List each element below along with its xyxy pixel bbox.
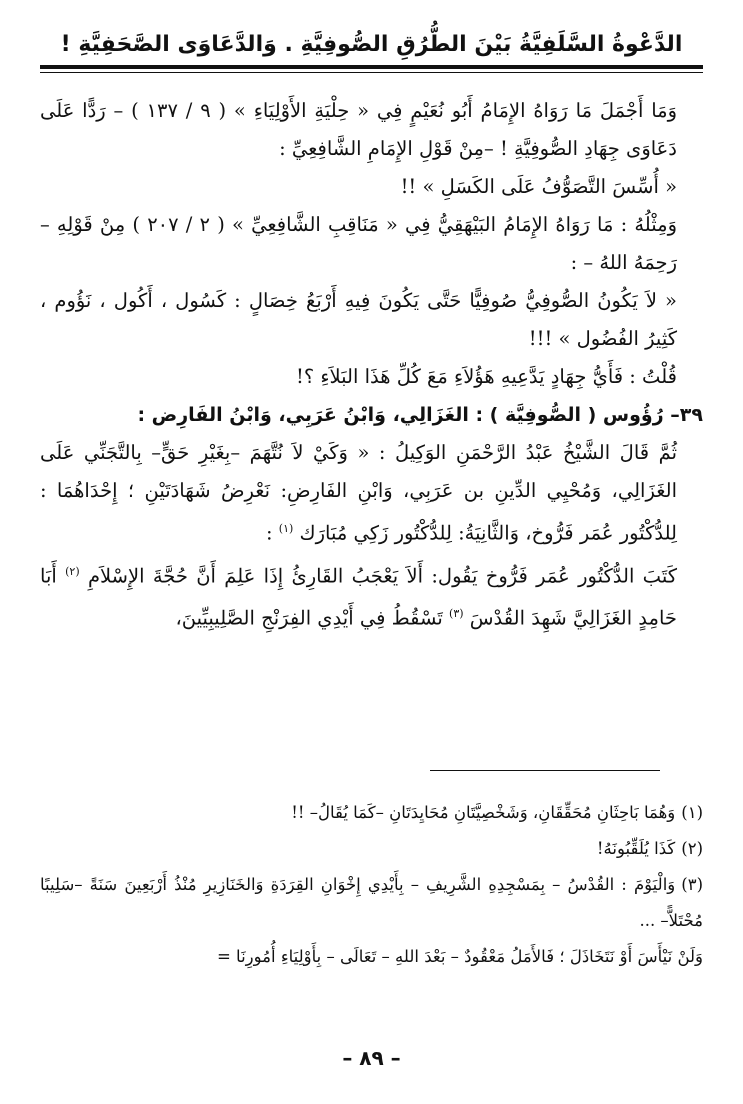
paragraph-5: قُلْتُ : فَأَيُّ جِهَادٍ يَدَّعِيهِ هَؤُلاَءِ مَعَ كُلِّ هَذَا البَلاَءِ ؟! (295, 365, 677, 388)
paragraph-6: ثُمَّ قَالَ الشَّيْخُ عَبْدُ الرَّحْمَنِ الوَكِيلُ : « وَكَيْ لاَ نُتَّهَمَ –بِغَيْرِ حَقٍّ– بِالتَّجَنِّي عَلَى الغَزَالِي، وَمُحْيِي الدِّينِ بن عَرَبِي، وَابْنِ الفَارِضِ: نَعْرِضُ شَهَادَتَيْنِ ؛ إِحْدَاهُمَا : لِلدُّكْتُور عُمَر فَرُّوخ، وَالثَّانِيَةُ: لِلدُّكْتُور زَكِي مُبَارَك $^{(١)}$ : (40, 441, 677, 545)
paragraph-6-text: ثُمَّ قَالَ الشَّيْخُ عَبْدُ الرَّحْمَنِ الوَكِيلُ : « وَكَيْ لاَ نُتَّهَمَ –بِغَيْرِ حَقٍّ– بِالتَّجَنِّي عَلَى الغَزَالِي، وَمُحْيِي الدِّينِ بن عَرَبِي، وَابْنِ الفَارِضِ: نَعْرِضُ شَهَادَتَيْنِ ؛ إِحْدَاهُمَا : لِلدُّكْتُور عُمَر فَرُّوخ، وَالثَّانِيَةُ: لِلدُّكْتُور زَكِي مُبَارَك (40, 441, 677, 545)
footnote-ref-3: (٣) (449, 607, 464, 620)
paragraph-7-text-a: كَتَبَ الدُّكْتُور عُمَر فَرُّوخ يَقُول: أَلاَ يَعْجَبُ القَارِئُ إِذَا عَلِمَ أَنَّ حُجَّةَ الإِسْلاَمِ (87, 564, 677, 587)
header-rule-thick (40, 65, 703, 69)
header-rule-thin (40, 72, 703, 73)
footnote-1 (40, 795, 703, 831)
footnote-1-text: وَهُمَا بَاحِثَانِ مُحَقِّقَانِ، وَشَخْصِيَّتَانِ مُحَايِدَتَانِ –كَمَا يُقَالُ– !! (291, 803, 676, 822)
paragraph-7 (40, 553, 703, 638)
paragraph-4-quote: « لاَ يَكُونُ الصُّوفِيُّ صُوفِيًّا حَتَّى يَكُونَ فِيهِ أَرْبَعُ خِصَالٍ : كَسُول ، أَكُول ، نَؤُوم ، كَثِيرُ الفُضُول » !!! (40, 289, 677, 350)
footnote-3-text: وَالْيَوْمَ : القُدْسُ – بِمَسْجِدِهِ الشَّرِيفِ – بِأَيْدِي إِخْوَانِ القِرَدَةِ وَالخَنَازِيرِ مُنْذُ أَرْبَعِينَ سَنَةً –سَلِيبًا مُحْتَلاًّ– ... (40, 875, 703, 930)
footnote-3-number: (٣) (681, 875, 703, 894)
footnote-2 (40, 831, 703, 867)
footnote-3 (40, 867, 703, 939)
paragraph-7-text-c: تَسْقُطُ فِي أَيْدِي الفِرَنْجِ الصَّلِيبِيِّينَ، (175, 606, 443, 630)
footnote-separator (430, 770, 660, 771)
running-header: الدَّعْوةُ السَّلَفِيَّةُ بَيْنَ الطُّرُقِ الصُّوفِيَّةِ . وَالدَّعَاوَى الصَّحَفِيَّةِ ! (60, 32, 683, 57)
paragraph-7-text-b: أَبَا حَامِدٍ الغَزَالِيَّ شَهِدَ القُدْسَ (40, 564, 677, 630)
footnote-ref-1: (١) (278, 522, 294, 535)
paragraph-1: وَمَا أَجْمَلَ مَا رَوَاهُ الإِمَامُ أَبُو نُعَيْمٍ فِي « حِلْيَةِ الأَوْلِيَاءِ » ( ٩ / ١٣٧ ) – رَدًّا عَلَى دَعَاوَى جِهَادِ الصُّوفِيَّةِ ! –مِنْ قَوْلِ الإِمَامِ الشَّافِعِيِّ : (40, 99, 677, 160)
main-text (40, 92, 703, 638)
footnote-2-text: كَذَا يُلَقِّبُونَهُ! (596, 839, 676, 858)
section-heading: ٣٩– رُؤُوس ( الصُّوفِيَّة ) : الغَزَالِي، وَابْنُ عَرَبِي، وَابْنُ الفَارِض : (137, 404, 703, 426)
paragraph-2-quote: « أُسِّسَ التَّصَوُّفُ عَلَى الكَسَلِ » !! (400, 175, 677, 198)
footnote-1-number: (١) (681, 803, 703, 822)
footnote-ref-2: (٢) (65, 564, 80, 578)
footnote-3-continuation: وَلَنْ نَيْأَسَ أَوْ نَتَخَاذَلَ ؛ فَالأَمَلُ مَعْقُودٌ – بَعْدَ اللهِ – تَعَالَى – بِأَوْلِيَاءِ أُمُورِنَا = (216, 947, 703, 966)
paragraph-3: وَمِثْلُهُ : مَا رَوَاهُ الإِمَامُ البَيْهَقِيُّ فِي « مَنَاقِبِ الشَّافِعِيِّ » ( ٢ / ٢٠٧ ) مِنْ قَوْلِهِ –رَحِمَهُ اللهُ – : (40, 213, 678, 274)
page-number: – ٨٩ – (342, 1046, 401, 1070)
footnote-2-number: (٢) (681, 839, 703, 858)
footnotes (40, 795, 703, 975)
